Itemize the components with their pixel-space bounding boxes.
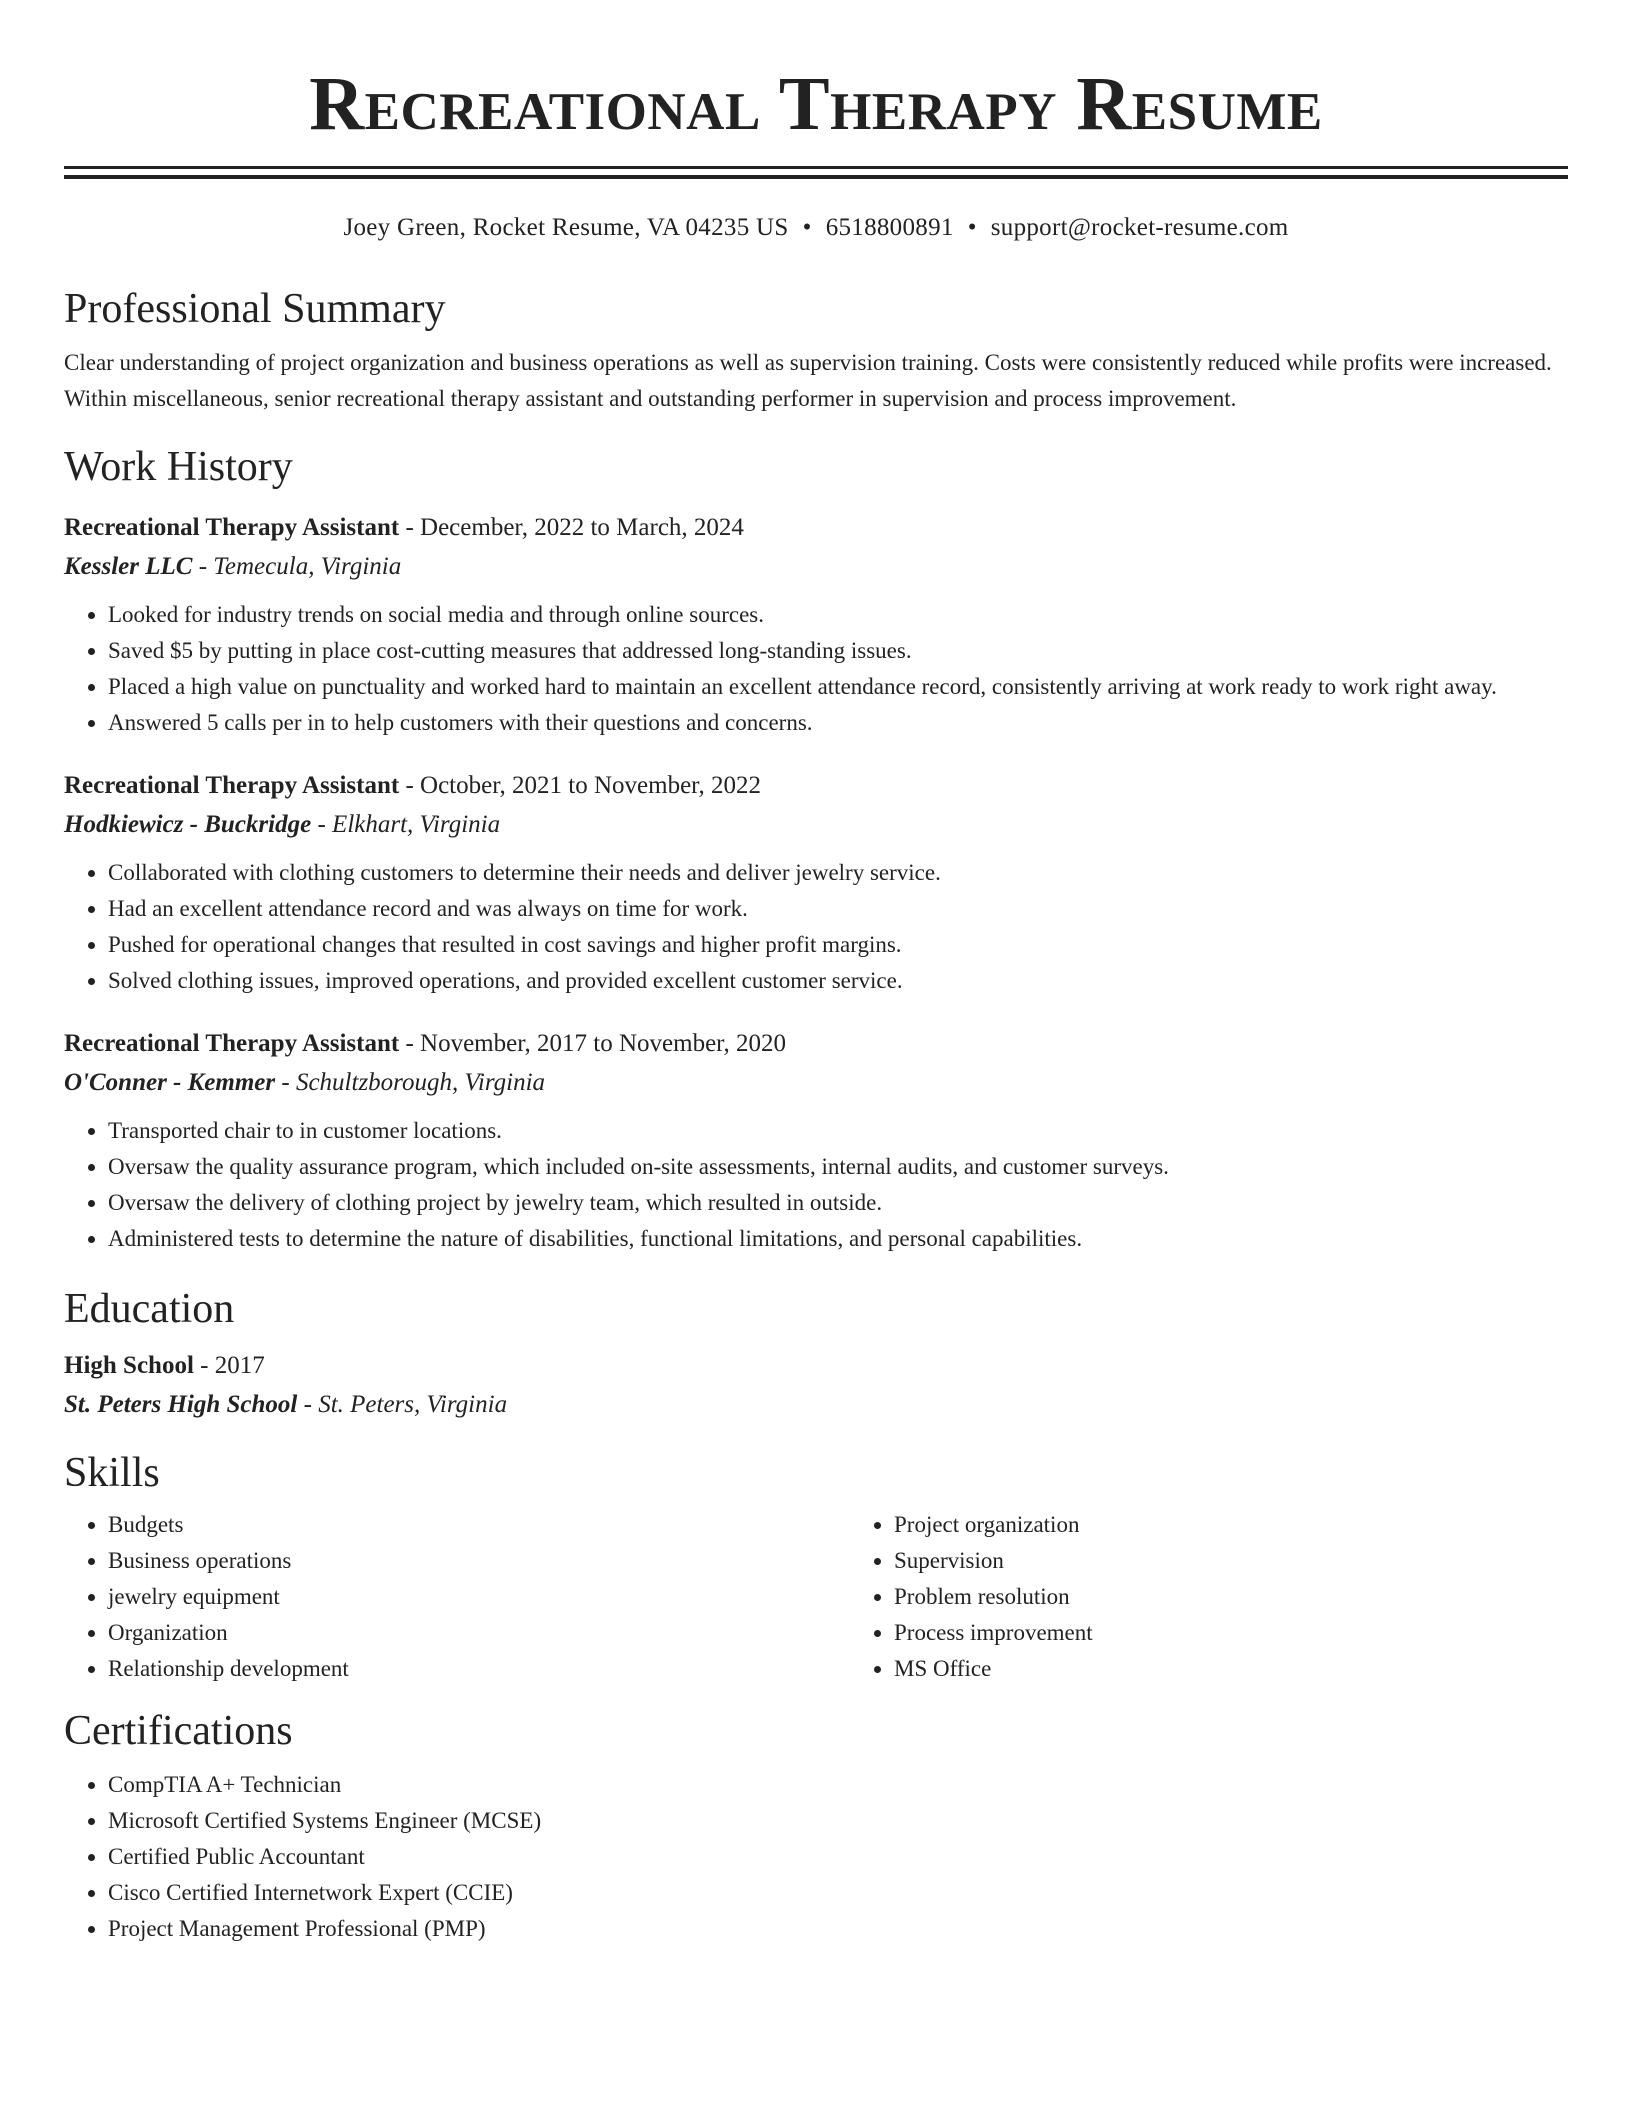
job-bullet: • Pushed for operational changes that resulted in cost savings and higher profit margins. bbox=[108, 927, 1568, 963]
job-bullets bbox=[64, 597, 1568, 741]
job-title-line bbox=[64, 1025, 1568, 1063]
education-degree: High School bbox=[64, 1352, 194, 1379]
contact-line bbox=[64, 211, 1568, 245]
education-heading: Education bbox=[64, 1286, 235, 1332]
job-dates: - October, 2021 to November, 2022 bbox=[399, 772, 762, 799]
job-dates: - December, 2022 to March, 2024 bbox=[399, 514, 744, 541]
job-title: Recreational Therapy Assistant bbox=[64, 772, 400, 799]
title-rule-top bbox=[64, 166, 1568, 169]
certification-item: • Certified Public Accountant bbox=[108, 1839, 1568, 1875]
job-bullet: • Administered tests to determine the nature of disabilities, functional limitations, and personal capabilities. bbox=[108, 1221, 1568, 1257]
skill-item: • Project organization bbox=[894, 1507, 1632, 1543]
job-company: Kessler LLC bbox=[64, 553, 193, 580]
job-bullet: • Looked for industry trends on social media and through online sources. bbox=[108, 597, 1568, 633]
job-title: Recreational Therapy Assistant bbox=[64, 1030, 400, 1057]
contact-address: Joey Green, Rocket Resume, VA 04235 US bbox=[343, 214, 789, 241]
skill-item: • Budgets bbox=[108, 1507, 850, 1543]
skill-item: • Supervision bbox=[894, 1543, 1632, 1579]
work-history-heading: Work History bbox=[64, 444, 293, 490]
job-company-line bbox=[64, 1063, 1568, 1103]
job-bullet: • Answered 5 calls per in to help customers with their questions and concerns. bbox=[108, 705, 1568, 741]
job-title-line bbox=[64, 509, 1568, 547]
certification-item: • Cisco Certified Internetwork Expert (CCIE) bbox=[108, 1875, 1568, 1911]
job-company: O'Conner - Kemmer bbox=[64, 1069, 276, 1096]
job-location: - Elkhart, Virginia bbox=[311, 811, 501, 838]
skill-item: • Problem resolution bbox=[894, 1579, 1632, 1615]
education-school: St. Peters High School bbox=[64, 1391, 298, 1418]
contact-separator: • bbox=[967, 214, 977, 241]
education-degree-line bbox=[64, 1347, 1568, 1385]
certification-item: • CompTIA A+ Technician bbox=[108, 1767, 1568, 1803]
job-bullet: • Solved clothing issues, improved operations, and provided excellent customer service. bbox=[108, 963, 1568, 999]
skill-item: • Organization bbox=[108, 1615, 850, 1651]
contact-phone: 6518800891 bbox=[825, 214, 954, 241]
job-company: Hodkiewicz - Buckridge bbox=[64, 811, 312, 838]
contact-separator: • bbox=[802, 214, 812, 241]
job-entry bbox=[64, 767, 1568, 999]
job-company-line bbox=[64, 805, 1568, 845]
skills-right-list bbox=[850, 1507, 1632, 1687]
skills-heading: Skills bbox=[64, 1450, 160, 1496]
job-location: - Schultzborough, Virginia bbox=[275, 1069, 546, 1096]
certification-item: • Project Management Professional (PMP) bbox=[108, 1911, 1568, 1947]
resume-title: Recreational Therapy Resume bbox=[309, 62, 1323, 146]
certification-item: • Microsoft Certified Systems Engineer (MCSE) bbox=[108, 1803, 1568, 1839]
skill-item: • Business operations bbox=[108, 1543, 850, 1579]
summary-heading: Professional Summary bbox=[64, 286, 446, 332]
job-bullet: • Collaborated with clothing customers to determine their needs and deliver jewelry service. bbox=[108, 855, 1568, 891]
job-bullets bbox=[64, 1113, 1568, 1257]
job-bullet: • Had an excellent attendance record and was always on time for work. bbox=[108, 891, 1568, 927]
job-bullet: • Oversaw the delivery of clothing project by jewelry team, which resulted in outside. bbox=[108, 1185, 1568, 1221]
education-entry bbox=[64, 1347, 1568, 1425]
skills-left-list bbox=[64, 1507, 850, 1687]
job-title: Recreational Therapy Assistant bbox=[64, 514, 400, 541]
job-company-line bbox=[64, 547, 1568, 587]
job-entry bbox=[64, 509, 1568, 741]
job-bullet: • Oversaw the quality assurance program, which included on-site assessments, internal audits, and customer surveys. bbox=[108, 1149, 1568, 1185]
job-bullet: • Placed a high value on punctuality and worked hard to maintain an excellent attendance record, consistently arriving at work ready to work right away. bbox=[108, 669, 1568, 705]
education-location: - St. Peters, Virginia bbox=[297, 1391, 508, 1418]
education-year: - 2017 bbox=[193, 1352, 265, 1379]
title-rule-bottom bbox=[64, 175, 1568, 179]
job-title-line bbox=[64, 767, 1568, 805]
certifications-heading: Certifications bbox=[64, 1708, 293, 1754]
summary-text: Clear understanding of project organization and business operations as well as supervision training. Costs were consistently reduced while profits were increased. Within miscellaneous, senior recreational therapy assistant and outstanding performer in supervision and process improvement. bbox=[64, 350, 1552, 411]
job-location: - Temecula, Virginia bbox=[192, 553, 402, 580]
skills-columns bbox=[64, 1507, 1568, 1687]
job-dates: - November, 2017 to November, 2020 bbox=[399, 1030, 787, 1057]
skill-item: • Process improvement bbox=[894, 1615, 1632, 1651]
education-school-line bbox=[64, 1385, 1568, 1425]
certifications-list bbox=[64, 1767, 1568, 1947]
job-bullets bbox=[64, 855, 1568, 999]
job-bullet: • Transported chair to in customer locations. bbox=[108, 1113, 1568, 1149]
job-bullet: • Saved $5 by putting in place cost-cutting measures that addressed long-standing issues. bbox=[108, 633, 1568, 669]
contact-email: support@rocket-resume.com bbox=[990, 214, 1289, 241]
job-entry bbox=[64, 1025, 1568, 1257]
skill-item: • jewelry equipment bbox=[108, 1579, 850, 1615]
skill-item: • MS Office bbox=[894, 1651, 1632, 1687]
skill-item: • Relationship development bbox=[108, 1651, 850, 1687]
